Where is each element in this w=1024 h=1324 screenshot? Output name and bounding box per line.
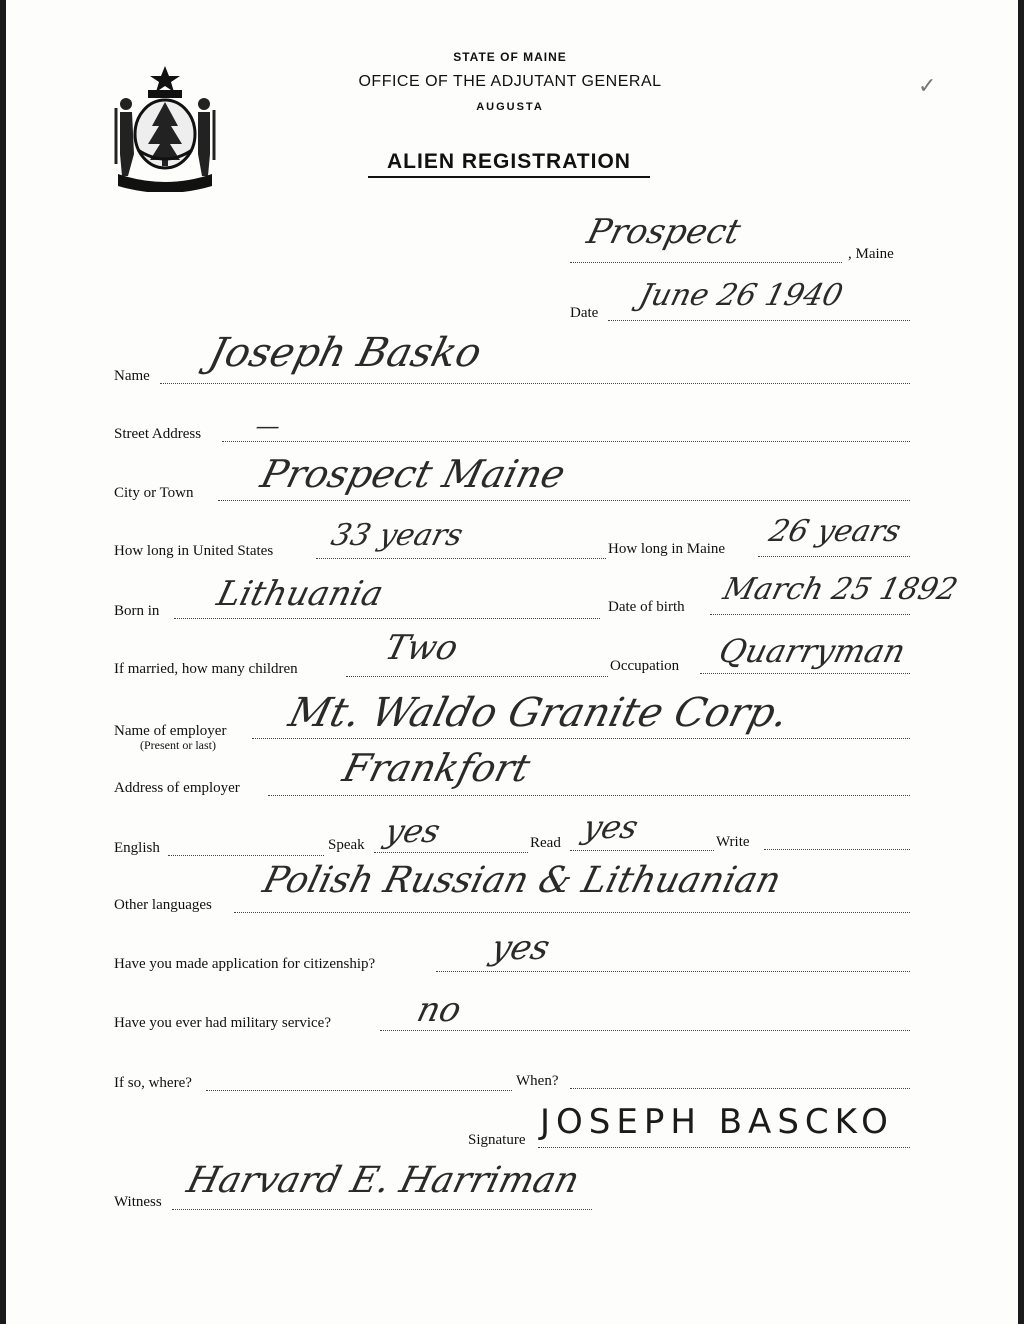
years-maine-label: How long in Maine — [608, 541, 726, 557]
occupation-line — [700, 673, 910, 674]
name-line — [160, 383, 910, 384]
write-label: Write — [716, 834, 750, 850]
citizenship-value[interactable]: yes — [487, 928, 554, 968]
witness-line — [172, 1209, 592, 1210]
city-label: City or Town — [114, 485, 194, 501]
write-line — [764, 849, 910, 850]
place-suffix: , Maine — [848, 246, 894, 262]
when-line — [570, 1088, 910, 1089]
citizenship-label: Have you made application for citizenship? — [114, 956, 376, 972]
military-line — [380, 1030, 910, 1031]
read-label: Read — [530, 835, 561, 851]
employer-address-label: Address of employer — [114, 780, 240, 796]
date-label: Date — [570, 305, 599, 321]
when-label: When? — [516, 1073, 559, 1089]
other-languages-label: Other languages — [114, 897, 212, 913]
military-value[interactable]: no — [413, 990, 466, 1030]
speak-line — [374, 852, 528, 853]
occupation-label: Occupation — [610, 658, 680, 674]
dob-label: Date of birth — [608, 599, 685, 615]
header-state: STATE OF MAINE — [453, 50, 567, 64]
years-maine-line — [758, 556, 910, 557]
employer-line — [252, 738, 910, 739]
place-line — [570, 262, 842, 263]
occupation-value[interactable]: Quarryman — [715, 632, 910, 670]
employer-address-value[interactable]: Frankfort — [338, 746, 535, 790]
years-us-line — [316, 558, 606, 559]
read-value[interactable]: yes — [579, 808, 643, 846]
military-label: Have you ever had military service? — [114, 1015, 331, 1031]
children-label: If married, how many children — [114, 661, 298, 677]
city-line — [218, 500, 910, 501]
where-label: If so, where? — [114, 1075, 192, 1091]
speak-value[interactable]: yes — [381, 812, 445, 850]
children-value[interactable]: Two — [381, 628, 463, 668]
dob-value[interactable]: March 25 1892 — [719, 572, 962, 607]
street-value[interactable]: — — [252, 412, 284, 440]
employer-label: Name of employer — [114, 723, 227, 739]
header-city: AUGUSTA — [476, 101, 544, 113]
born-value[interactable]: Lithuania — [213, 574, 388, 614]
header-office: OFFICE OF THE ADJUTANT GENERAL — [358, 73, 662, 90]
signature-value[interactable]: JOSEPH BASCKO — [540, 1102, 894, 1142]
form-title: ALIEN REGISTRATION — [368, 150, 650, 178]
employer-address-line — [268, 795, 910, 796]
check-mark-icon: ✓ — [918, 74, 937, 99]
seal-label: MAINE — [138, 170, 181, 181]
name-value[interactable]: Joseph Basko — [204, 330, 487, 376]
employer-value[interactable]: Mt. Waldo Granite Corp. — [284, 690, 793, 736]
name-label: Name — [114, 368, 150, 384]
other-languages-line — [234, 912, 910, 913]
years-us-label: How long in United States — [114, 543, 274, 559]
citizenship-line — [436, 971, 910, 972]
scan-edge-left — [0, 0, 6, 1324]
read-line — [570, 850, 714, 851]
signature-line — [538, 1147, 910, 1148]
born-label: Born in — [114, 603, 160, 619]
english-label: English — [114, 840, 160, 856]
speak-label: Speak — [328, 837, 365, 853]
street-label: Street Address — [114, 426, 202, 442]
signature-label: Signature — [468, 1132, 526, 1148]
scan-edge-right — [1018, 0, 1024, 1324]
children-line — [346, 676, 608, 677]
date-line — [608, 320, 910, 321]
born-line — [174, 618, 600, 619]
street-line — [222, 441, 910, 442]
dob-line — [710, 614, 910, 615]
other-languages-value[interactable]: Polish Russian & Lithuanian — [258, 860, 786, 901]
years-us-value[interactable]: 33 years — [327, 518, 467, 553]
where-line — [206, 1090, 512, 1091]
date-value[interactable]: June 26 1940 — [635, 278, 847, 313]
employer-sublabel: (Present or last) — [140, 738, 216, 752]
city-value[interactable]: Prospect Maine — [256, 452, 570, 496]
place-value[interactable]: Prospect — [583, 212, 745, 252]
years-maine-value[interactable]: 26 years — [765, 514, 905, 549]
witness-label: Witness — [114, 1194, 162, 1210]
witness-value[interactable]: Harvard E. Harriman — [182, 1160, 584, 1201]
english-line — [168, 855, 324, 856]
